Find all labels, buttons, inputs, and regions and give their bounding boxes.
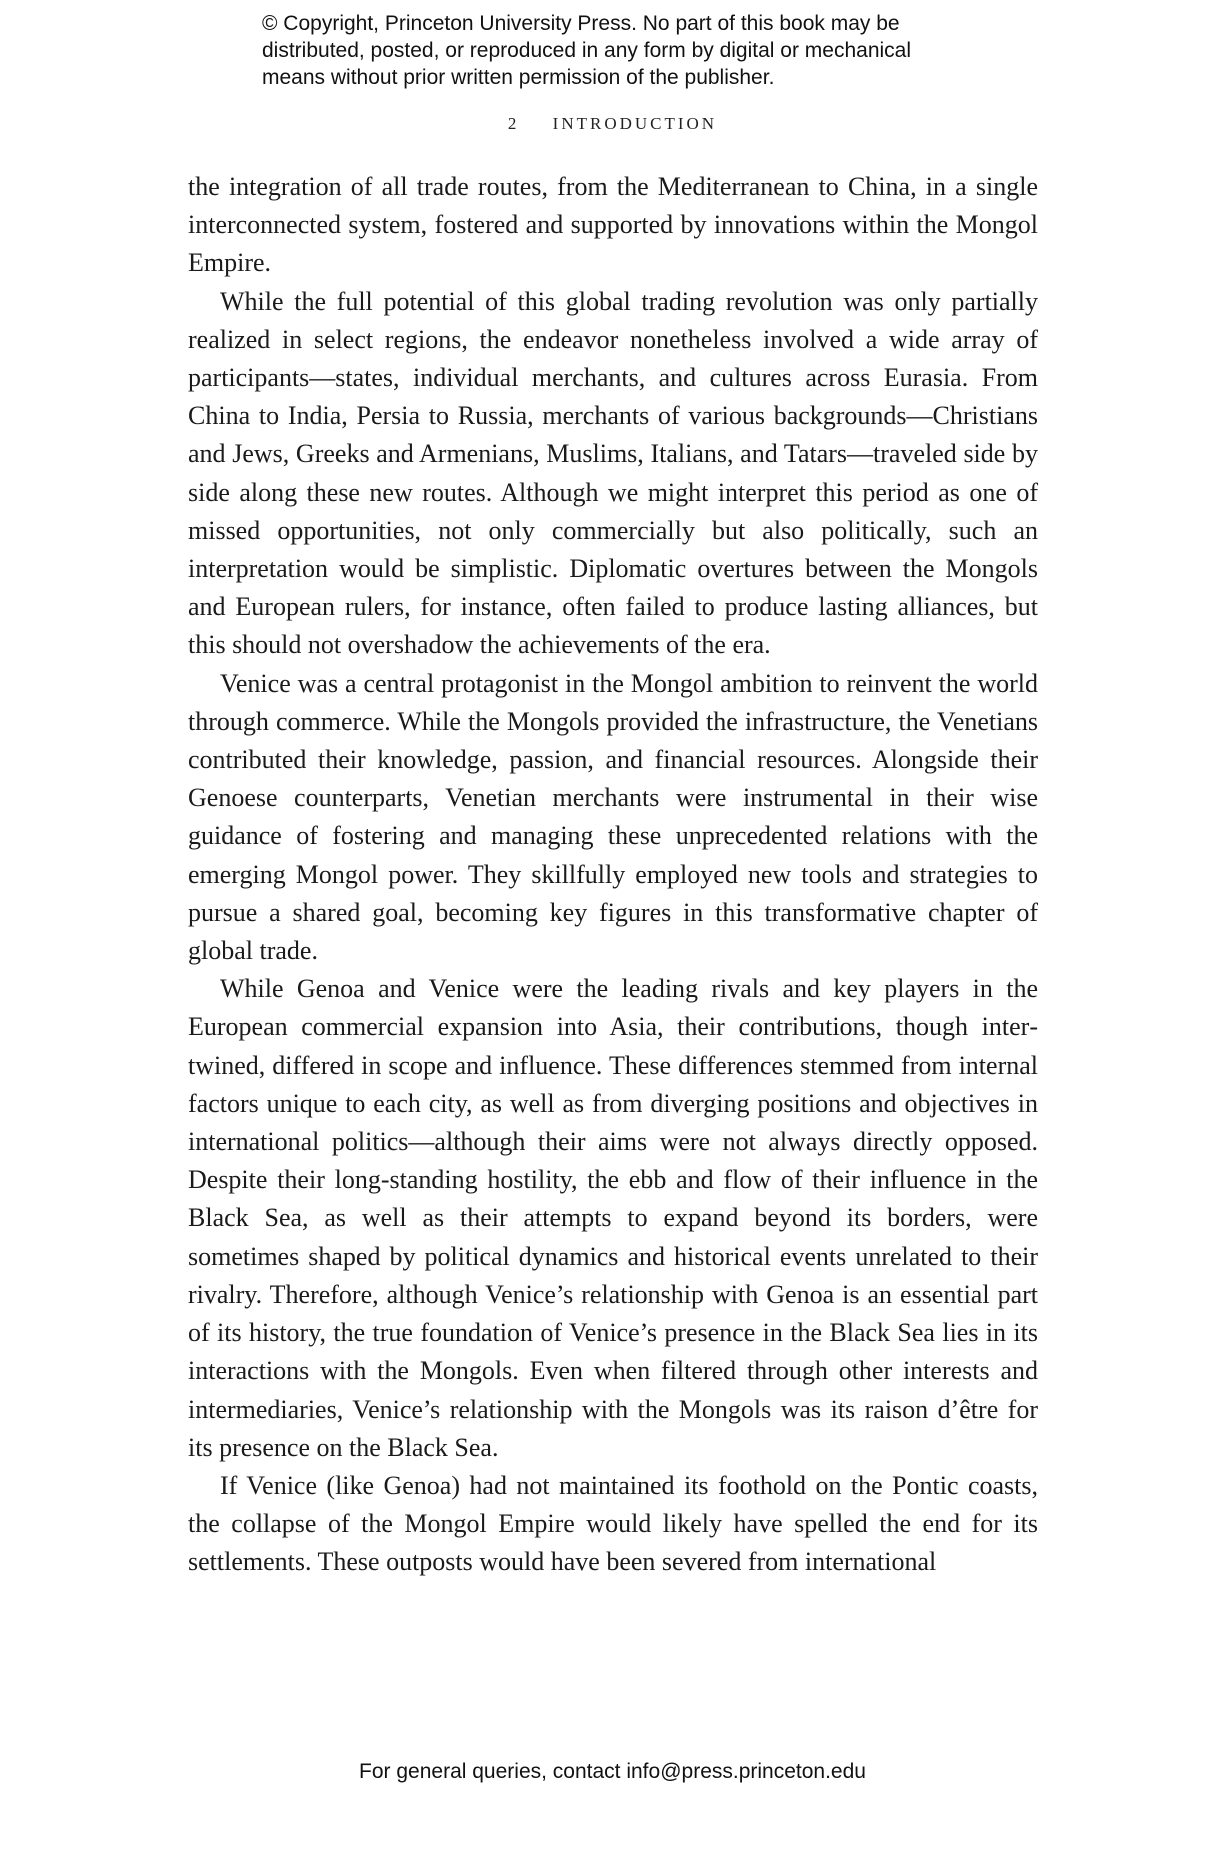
footer-contact: For general queries, contact info@press.princeton.edu xyxy=(359,1760,866,1783)
running-head xyxy=(0,114,1225,134)
section-title: INTRODUCTION xyxy=(552,114,718,133)
copyright-notice xyxy=(262,10,1022,91)
paragraph-1: the integration of all trade routes, from the Mediterranean to China, in a single interconnected system, fostered and supported by innovations within the Mongol Empire. xyxy=(188,172,1038,278)
paragraph-5: If Venice (like Genoa) had not maintained its foothold on the Pontic coasts, the collapse of the Mongol Empire would likely have spelled the end for its settlements. These outposts would have been severed from international xyxy=(188,1470,1038,1577)
body-text xyxy=(188,168,1038,1582)
page-number: 2 xyxy=(507,114,520,133)
paragraph-4: While Genoa and Venice were the leading rivals and key players in the European commercial expansion into Asia, their contributions, though intertwined, differed in scope and influence. These differences stemmed from internal factors unique to each city, as well as from diverging positions and objectives in international politics—although their aims were not always directly opposed. Despite their long-standing hostility, the ebb and flow of their influence in the Black Sea, as well as their attempts to expand beyond its borders, were sometimes shaped by political dynamics and historical events unrelated to their rivalry. Therefore, although Venice’s relationship with Genoa is an essential part of its history, the true foundation of Venice’s presence in the Black Sea lies in its interactions with the Mongols. Even when filtered through other interests and intermediaries, Venice’s relationship with the Mongols was its raison d’être for its presence on the Black Sea. xyxy=(188,974,1038,1462)
copyright-line-2: distributed, posted, or reproduced in any form by digital or mechanical xyxy=(262,39,912,62)
paragraph-3: Venice was a central protagonist in the Mongol ambition to reinvent the world through commerce. While the Mongols provided the infrastructure, the Venetians contributed their knowledge, passion, and financial resources. Alongside their Genoese counterparts, Venetian merchants were instrumental in their wise guidance of fostering and managing these unprecedented relations with the emerging Mongol power. They skillfully employed new tools and strategies to pursue a shared goal, becoming key figures in this transformative chapter of global trade. xyxy=(188,668,1038,966)
paragraph-2: While the full potential of this global trading revolution was only partially realized in select regions, the endeavor nonetheless involved a wide array of participants—states, individual merchants, and cultures across Eurasia. From China to India, Persia to Russia, merchants of various backgrounds—Christians and Jews, Greeks and Armenians, Muslims, Italians, and Tatars—traveled side by side along these new routes. Although we might interpret this period as one of missed opportunities, not only commercially but also politically, such an interpretation would be simplistic. Diplomatic overtures between the Mongols and European rulers, for instance, often failed to produce lasting alliances, but this should not overshadow the achievements of the era. xyxy=(188,286,1038,660)
copyright-line-3: means without prior written permission of the publisher. xyxy=(262,66,775,89)
copyright-line-1: © Copyright, Princeton University Press. No part of this book may be xyxy=(262,12,900,35)
